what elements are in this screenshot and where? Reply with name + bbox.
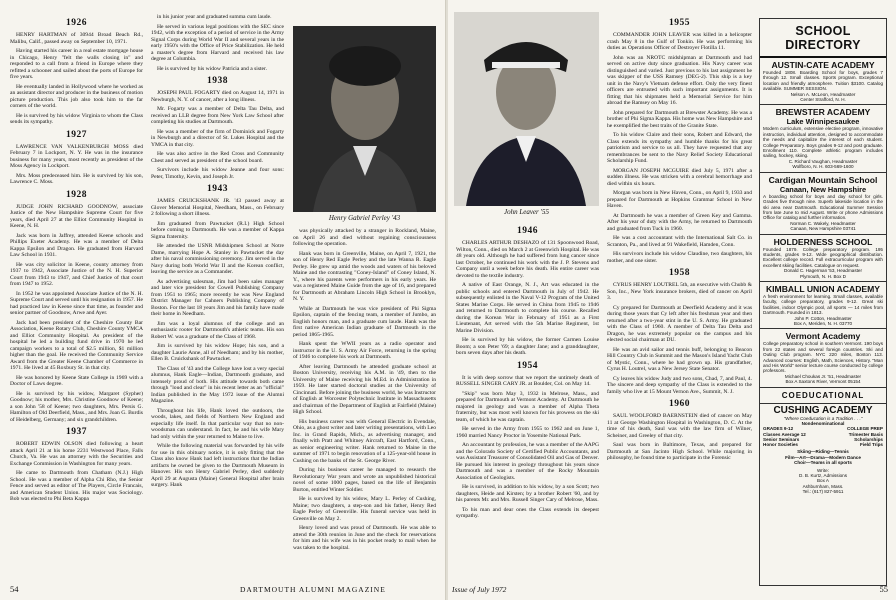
school-ad[interactable] xyxy=(760,173,886,235)
obituary-paragraph: Cy prepared for Dartmouth at Deerfield Academy and it was during those years that Cy left after his freshman year and then returned after a two-year stint in the U. S. Army. He graduated with the Class of 1960. A member of Delta Tau Delta and Dragon, he was extremely popular on the campus and his elected social chairman at DU. xyxy=(607,304,752,343)
ad-name: CUSHING ACADEMY xyxy=(773,404,873,416)
ad-description: Modern curriculum, extensive elective program, innovative instruction, individual attention, designed to accommodate the needs and capitalize the interest of each student. College Preparatory. Boys grades 9-12 and post graduate. Enrollment 110. Complete athletic program includes sailing, hockey, skiing. xyxy=(763,126,883,159)
ad-activities: Skiing—Riding—Tennis Film—Art—Drama—Modern Dance Choir—Teams in all sports xyxy=(785,449,861,466)
obituary-paragraph: CYRUS HENRY LOUTREL 5th, an executive with Chubb & Son, Inc., New York insurance brokers, died of cancer on April 3. xyxy=(607,282,752,301)
portrait-leaver-drawing xyxy=(454,12,599,206)
obituary-paragraph: Jim is survived by his widow Hope; his son, and a daughter Laurie Anne, all of Needham; and by his mother, Ellen B. Cruickshank of Pawtucket. xyxy=(151,343,284,362)
obituary-paragraph: Henry loved and was proud of Dartmouth. He was able to attend the 30th reunion in June and the check for reservations for him and his wife was in his pocket ready to mail when he was taken to the hospital. xyxy=(293,525,436,551)
obituary-paragraph: Survivors include his widow Jeanne and four sons: Peter, Timothy, Kevin, and Joseph Jr. xyxy=(151,167,284,180)
class-year-heading: 1955 xyxy=(669,18,690,28)
leaver-caption: John Leaver '55 xyxy=(503,208,550,216)
ad-contact: C. Richard Vaughan, Headmaster Wolfboro, N. H. 603-569-1600 xyxy=(788,158,858,170)
ad-name: Cardigan Mountain School xyxy=(768,174,878,185)
ad-tagline-2: Nondenominational xyxy=(801,421,845,427)
school-directory xyxy=(759,18,887,586)
class-year-heading: 1926 xyxy=(66,18,87,28)
obituary-paragraph: Throughout his life, Hank loved the outdoors, the woods, lakes, and fields of Northern New England and especially life itself. In that particular way that no non-woodsman can understand. In fact, he and his wife Mary had only within the year returned to Maine to live. xyxy=(151,407,284,440)
obituary-paragraph: John was an NROTC midshipman at Dartmouth and had served on active duty since graduation. His Navy career was distinguished and varied. Just previous to his last assignment he was skipper of the USS Ramsey (DEG-2). This ship is a key unit in the Navy's Vietnam defense effort. Only the very finest officers are entrusted with such important assignments. It is fitting that his shipmates held a Memorial Service for him abroad the Ramsey on May 16. xyxy=(607,54,752,106)
school-ad[interactable] xyxy=(760,58,886,105)
obituary-paragraph: He is survived by his widow, Mary L. Perley of Cushing, Maine; two daughters, a step-son and his father, Henry Red Eagle Perley of Greenville. His funeral service was held in Greenville on May 2. xyxy=(293,496,436,522)
right-page-number: 55 xyxy=(879,584,888,594)
obituary-paragraph: JUDGE JOHN RICHARD GOODNOW, associate Justice of the New Hampshire Supreme Court for five years, died April 27 at the Elliot Community Hospital in Keene, N. H. xyxy=(10,203,143,229)
class-year-heading: 1938 xyxy=(207,76,228,86)
obituary-paragraph: He eventually landed in Hollywood where he worked as an assistant director and producer in the business of motion picture production. This job also took him to the far corners of the world. xyxy=(10,83,143,109)
obituary-paragraph: He was also active in the Red Cross and Community Chest and served as president of the school board. xyxy=(151,151,284,164)
obituary-paragraph: He was a member of the firm of Dominick and Fogarty in Newburgh and a director of St. Lukes Hospital and the YMCA in that city. xyxy=(151,128,284,148)
obituary-paragraph: JAMES CRUICKSHANK JR. '43 passed away at Glover Memorial Hospital, Needham, Mass., on February 2 following a short illness. xyxy=(151,198,284,217)
class-year-heading: 1937 xyxy=(66,427,87,437)
obituary-paragraph: He is survived by his widow Virginia to whom the Class sends its sympathy. xyxy=(10,112,143,125)
left-footer-magazine: DARTMOUTH ALUMNI MAGAZINE xyxy=(240,585,386,594)
ad-name: HOLDERNESS SCHOOL xyxy=(773,236,873,247)
portrait-photo-perley xyxy=(293,26,436,212)
obituary-paragraph: JOSEPH PAUL FOGARTY died on August 14, 1971 in Newburgh, N. Y. of cancer, after a long illness. xyxy=(151,90,284,103)
obituary-paragraph: He served in the Army from 1955 to 1962 and on June 1, 1960 married Nancy Proctor in Yosemite National Park. xyxy=(456,426,599,439)
school-ad[interactable] xyxy=(760,282,886,329)
left-column-2 xyxy=(151,14,284,574)
obituary-paragraph: To his widow Claire and their sons, Robert and Edward, the Class extends its sympathy and humble thanks for his great patriotism and service to us all. They have requested that any remembrances be sent to the Navy Relief Society Educational Scholarship Fund. xyxy=(607,132,752,164)
class-year-heading: 1946 xyxy=(517,226,538,236)
obituary-paragraph: Hank spent the WWII years as a radio operator and instructor in the U. S. Army Air Force, returning in the spring of 1946 to complete his work at Dartmouth. xyxy=(293,341,436,360)
school-ad[interactable] xyxy=(760,235,886,282)
obituary-paragraph: Mr. Fogarty was a member of Delta Tau Delta, and received an LLB degree from New York Law School after completing his studies at Dartmouth. xyxy=(151,106,284,125)
ad-description: A boarding school for boys and day school for girls. Grades five through nine. Superb lakeside location in the ski area near Dartmouth. Educational Summer Session from late June to mid August. Write or phone Admissions Office for catalog and further information. xyxy=(763,193,883,221)
obituary-paragraph: John prepared for Dartmouth at Brewster Academy. He was a brother of Phi Sigma Kappa. His home was New Hampshire and he exemplified the best traits of the Granite State. xyxy=(607,109,752,129)
class-year-heading: 1928 xyxy=(66,189,87,200)
school-ad[interactable] xyxy=(760,105,886,172)
obituary-paragraph: "Skip" was born May 3, 1932 in Melrose, Mass., and prepared for Dartmouth at Vermont Academy. At Dartmouth he majored in geology and was a member of Alpha Theta fraternity, but was most well known for his prowess on the ski team, of which he was captain. xyxy=(456,390,599,423)
right-column-1 xyxy=(456,222,599,572)
ad-name: AUSTIN-CATE ACADEMY xyxy=(771,60,875,70)
obituary-paragraph: Jack was born in Jaffrey, attended Keene schools and Phillips Exeter Academy. He was a member of Delta Kappa Epsilon and Dragon. He graduated from Harvard Law School in 1931. xyxy=(10,232,143,258)
coeducational-label: COEDUCATIONAL xyxy=(760,388,886,404)
class-year-heading: 1954 xyxy=(517,360,538,371)
obituary-paragraph: MORGAN JOSEPH MCGUIRE died July 5, 1971 after a sudden illness. He was stricken with a cerebral hemorrhage and died within six hours. xyxy=(607,167,752,187)
ad-features-left: GRADES 9-12 Classes Average 12 Senior Seminars Honor Societies xyxy=(763,426,806,448)
obituary-paragraph: Having started his career in a real estate mortgage house in Chicago, Henry "felt the walls closing in" and responded to a call from a friend in Europe where they refitted a schooner and sailed about the ports of Europe for five years. xyxy=(10,48,143,80)
obituary-paragraph: Mrs. Moss predeceased him. He is survived by his son, Lawrence C. Moss. xyxy=(10,172,143,185)
school-ad[interactable] xyxy=(760,329,886,387)
obituary-paragraph: It is with deep sorrow that we report the untimely death of RUSSELL SINGER CARY JR. at Boulder, Col. on May 14. xyxy=(456,374,599,387)
ad-subtitle: Lake Winnipesaukee xyxy=(786,117,860,127)
ad-subtitle: Canaan, New Hampshire xyxy=(779,184,867,194)
obituary-paragraph: While the following material was forwarded by his wife for use in this obituary notice, it is only fitting that the Class also know Hank had left instructions that the Indian artifacts he owned be given to the Dartmouth Museum in Hanover. His son Henry Gabriel Perley, died suddenly April 29 at Augusta (Maine) General Hospital after brain surgery. Hank xyxy=(151,443,284,488)
portrait-perley-drawing xyxy=(293,26,436,212)
perley-caption: Henry Gabriel Perley '43 xyxy=(328,214,401,222)
obituary-paragraph: Cy leaves his widow Judy and two sons, Chad, 7, and Paul, 4. The sincere and deep sympathy of the Class is extended to the family who live at 15 Mount Vernon Ave., Summit, N. J. xyxy=(607,375,752,395)
ad-name: BREWSTER ACADEMY xyxy=(775,107,871,118)
ad-name: Vermont Academy xyxy=(785,331,861,342)
obituary-paragraph: He was honored by Keene State College in 1969 with a Doctor of Laws degree. xyxy=(10,374,143,387)
ad-contact: John P. Cotton, Headmaster Box A, Meriden, N. H. 03770 xyxy=(793,315,853,326)
obituary-paragraph: Jim graduated from Pawtucket (R.I.) High School before coming to Dartmouth. He was a member of Kappa Sigma fraternity. xyxy=(151,220,284,240)
left-page-number: 54 xyxy=(10,584,19,594)
ad-tagline: "Where Coeducation is a Tradition . . ." xyxy=(783,415,863,421)
class-year-heading: 1927 xyxy=(66,129,87,140)
ad-cushing-academy[interactable] xyxy=(760,404,886,497)
right-page xyxy=(448,0,896,600)
obituary-paragraph: CHARLES ARTHUR DESHAZO of 131 Spoonwood Road, Wilton, Conn., died on March 2 at Greenwich Hospital. He was 48 years old. Although he had suffered from lung cancer since last October, he continued his work with the J. P. Stevens and Company until a week before his death. His entire career was devoted to the textile industry. xyxy=(456,240,599,279)
ad-contact: Donald C. Hagerman '53, Headmaster Plymouth, N. H. Box D xyxy=(784,268,862,279)
obituary-paragraph: LAWRENCE VAN VALKENBURGH MOSS died February 7 in Lockport, N. Y. He was in the insurance business for many years, most recently as president of the Moss Agency in Lockport. xyxy=(10,143,143,169)
ad-features-right: COLLEGE PREP Trimester Basis Scholarships Field Trips xyxy=(847,426,883,448)
obituary-paragraph: An accountant by profession, he was a member of the AAPG and the Colorado Society of Certified Public Accountants, and was Assistant Treasurer of Consolidated Oil and Gas of Denver. He pursued his interest in geology throughout his years since Dartmouth and was a member of the Rocky Mountain Association of Geologists. xyxy=(456,442,599,481)
obituary-paragraph: He is survived by his widow, Margaret (Sypher) Goodnow; his mother, Mrs. Christine Goodnow of Keene; a son John '58 of Keene; two daughters, Mrs. Persis G. Hamilton of Old Deerfield, Mass., and Mrs. Joan G. Burdis of Heidelberg, Germany; and six grandchildren. xyxy=(10,390,143,423)
obituary-paragraph: To his man and dear ones the Class extends its deepest sympathy. xyxy=(456,506,599,519)
obituary-paragraph: He was a cost accountant with the International Salt Co. in Scranton, Pa., and lived at 91 Wakefield, Hamden, Conn. xyxy=(607,235,752,248)
school-directory-title: SCHOOL DIRECTORY xyxy=(760,19,886,58)
obituary-paragraph: Jack had been president of the Cheshire County Bar Association, Keene Rotary Club, Cheshire County YMCA and Elliot Community Hospital. As president of the hospital he led a building fund drive in 1970 he led campaign workers to a total of $2.5 million, $1 million higher than the goal. He received the Community Service Award from the Greater Keene Chamber of Commerce in 1971. He lived at 45 Roxbury St. in that city. xyxy=(10,319,143,371)
obituary-paragraph: Jim was a loyal alumnus of the college and an enthusiastic rooter for Dartmouth's athletic teams. His son Robert W. was a graduate of the Class of 1968. xyxy=(151,320,284,340)
ad-description: A fresh environment for learning. Small classes, available faculty, college preparatory, grades 9-12. Great ski facilities, indoor Olympic pool, all sports — 14 miles from Dartmouth. Founded in 1813. xyxy=(763,293,883,316)
left-column-1 xyxy=(10,14,143,574)
class-year-heading: 1960 xyxy=(669,399,690,409)
obituary-paragraph: COMMANDER JOHN LEAVER was killed in a helicopter crash May 8 in the Gulf of Tonkin. He was performing his duties as Operations Officer of Destroyer Flotilla 11. xyxy=(607,32,752,51)
right-column-2 xyxy=(607,14,752,574)
portrait-photo-leaver xyxy=(454,12,599,206)
obituary-paragraph: He is survived by his widow Patricia and a sister. xyxy=(157,65,267,72)
class-year-heading: 1943 xyxy=(207,184,228,194)
obituary-paragraph: His business career was with General Electric in Evendale, Ohio, as a ghost writer and later writing presentations, with Leo Inc. in Grand Rapids, Mich., as advertising manager, and finally with Pratt and Whitney Aircraft, East Hartford, Conn., as senior engineering writer. Hank returned to Maine in the summer of 1971 to begin renovation of a 125-year-old house in Cushing on the banks of the St. George River. xyxy=(293,418,436,464)
obituary-paragraph: As advertising salesman, Jim had been sales manager and later vice president for Cowell Publishing Company from 1951 to 1965; more recently he was New England District Manager for Cahners Publishing Company of Boston. For the last 18 years Jim and his family have made their home in Needham. xyxy=(151,278,284,317)
obituary-paragraph: After leaving Dartmouth he attended graduate school at Boston University, receiving his A.M. in '49, then to the University of Maine receiving his M.Ed. in Administration in 1959. He later started doctoral studies at the University of Cincinnati. Before joining the business world, he was Instructor of English at Worcester Polytechnic Institute in Massachusetts and chairman of the Department of English at Fairfield (Maine) High School. xyxy=(293,363,436,415)
obituary-paragraph: In 1952 he was appointed Associate Justice of the N. H. Supreme Court and served until his resignation in 1957. He had practiced law in Keene since that time, as founder and senior partner of Goodnow, Arwe and Ayer. xyxy=(10,290,143,316)
obituary-paragraph: At Dartmouth he was a member of Green Key and Gamma. After his year of duty with the Army, he returned to Dartmouth and graduated from Tuck in 1960. xyxy=(607,212,752,232)
ad-contact: Michael Choukas Jr. '51, Headmaster Box A Saxtons River, Vermont 05154 xyxy=(784,373,862,385)
obituary-paragraph: He attended the USNR Midshipmen School at Notre Dame, marrying Hope A. Stanley in Pawtucket the day after his naval commissioning ceremony. Jim served in the Navy during both World War II and the Korean conflict, leaving the service as a Commander. xyxy=(151,243,284,275)
obituary-paragraph: He was an avid sailor and tennis buff, belonging to Beacon Hill Country Club in Summit and the Mason's Island Yacht Club of Mystic, Conn., where he had grown up. His grandfather, Cyrus H. Loutrel, was a New Jersey State Senator. xyxy=(607,346,752,372)
ad-description: Founded 1808. Boarding School for boys, grades 7 through 12. Small classes. Sports program. Exceptional location and friendly atmosphere. Tuition $3100. Catalog available. SUMMER SESSION. xyxy=(763,70,883,92)
ad-contact: Write: D. B. Kurtz, Admissions Box A Ashburnham, Mass. Tel.: (617) 827-5911 xyxy=(799,467,847,495)
obituary-paragraph: in his junior year and graduated summa cum laude. xyxy=(157,14,272,20)
obituary-paragraph: SAUL WOOLFORD BAERNSTEIN died of cancer on May 11 at George Washington Hospital in Washington, D. C. At the time of his death, Saul was with the law firm of Wilner, Scheiner, and Greeley of that city. xyxy=(607,413,752,439)
obituary-paragraph: During his business career he managed to research the Revolutionary War years and wrote an unpublished historical novel of some 1000 pages, based on the life of Benjamin Burton, entitled Winter Soldier. xyxy=(293,467,436,493)
obituary-paragraph: The Class of '43 and the College have lost a very special alumnus, Hank Eagle—Indian, Dartmouth graduate, and intensely proud of both. His attitude towards both came through "loud and clear" in his recent letter as an "official" Indian published in the May 1972 issue of the Alumni Magazine. xyxy=(151,365,284,404)
ad-contact: Norman C. Wakely, Headmaster Canaan, New Hampshire 03741 xyxy=(790,220,856,232)
obituary-paragraph: Hank was born in Greenville, Maine, on April 7, 1921, the son of Henry Red Eagle Perley and the late Wanna R. Eagle Perley. He grew up amid the woods and waters of his beloved Maine and the contrasting "Coney-Island" of Coney Island, N. Y., where his parents were performers in his early years. He was a registered Maine Guide from the age of 16, and prepared for Dartmouth at Abraham Lincoln High School in Brooklyn, N. Y. xyxy=(293,250,436,302)
ad-features xyxy=(763,426,883,447)
obituary-paragraph: While at Dartmouth he was vice president of Phi Sigma Epsilon, captain of the fencing team, a member of Jumbo, an English honors man, and a graduate cum laude. Hank was the first native American Indian graduate of Dartmouth in the period 1865-1965. xyxy=(293,305,436,338)
obituary-paragraph: was physically attacked by a stranger in Rockland, Maine, on April 26 and died without regaining consciousness following the operation. xyxy=(293,228,436,247)
school-ads-list xyxy=(760,58,886,388)
ad-description: Founded 1879. College preparatory program. 195 students, grades 9-12. Wide geographical distribution. Excellent college record. Full extracurricular program with excellent skiing facilities. Catalogue on request. xyxy=(763,246,883,268)
left-page xyxy=(0,0,446,600)
obituary-paragraph: Morgan was born in New Haven, Conn., on April 9, 1933 and prepared for Dartmouth at Hopkins Grammar School in New Haven. xyxy=(607,190,752,209)
obituary-paragraph: HENRY HARTMAN of 30944 Broad Beach Rd., Malibu, Calif., passed away on September 10, 1971. xyxy=(10,32,143,45)
ad-name: KIMBALL UNION ACADEMY xyxy=(765,283,881,294)
obituary-paragraph: ROBERT EDWIN OLSON died following a heart attack April 21 at his home 2231 Westwood Place, Falls Church, Va. He was an attorney with the Securities and Exchange Commission in Washington for many years. xyxy=(10,441,143,467)
ad-contact: Nelson A. McLeon, Headmaster Center Strafford, N. H. xyxy=(790,91,856,103)
obituary-paragraph: Saul was born in Baltimore, Texas, and prepared for Dartmouth at San Jacinto High School. While majoring in philosophy, he found time to participate in the Forensic xyxy=(607,442,752,461)
obituary-paragraph: He served in various legal positions with the SEC since 1942, with the exception of a period of service in the Army Signal Corps during World War II and several years in the early 1950's with the Office of Price Stabilization. He held a master's degree from Harvard and received his law degree at Columbia. xyxy=(151,23,284,62)
obituary-paragraph: He is survived, in addition to his widow, by a son Scott; two daughters, Heide and Kirsten; by a brother Robert '60, and by his parents Mr. and Mrs. Russell Singer Cary of Melrose, Mass. xyxy=(456,484,599,503)
obituary-paragraph: A native of East Orange, N. J., Art was educated in the public schools and entered Dartmouth in July of 1942. He subsequently enlisted in the Naval V-12 Program of the United States Marine Corps. He served in China from 1945 to 1946 and returned to Dartmouth to complete his course. Recalled during the Korean War in February of 1951 as a First Lieutenant, Art served with the 5th Marine Regiment, 1st Marine Division. xyxy=(456,282,599,334)
class-year-heading: 1958 xyxy=(669,268,690,278)
obituary-paragraph: His survivors include his widow Claudine, two daughters, his mother, and one sister. xyxy=(607,251,752,264)
right-footer-issue: Issue of July 1972 xyxy=(452,585,507,594)
left-column-3 xyxy=(293,228,436,574)
obituary-paragraph: He is survived by his widow, the former Carmen Louise Boom; a son Peter '69; a daughter Jane; and a granddaughter, born seven days after his death. xyxy=(456,337,599,356)
obituary-paragraph: He was city solicitor in Keene, county attorney from 1937 to 1942, Associate Justice of the N. H. Superior Court from 1943 to 1947, and Chief Justice of that court from 1947 to 1952. xyxy=(10,261,143,287)
obituary-paragraph: He came to Dartmouth from Chatham (N.J.) High School. He was a member of Alpha Chi Rho, the Senior Fence and served as editor of The Players, Circle Francais, and American Student Union. His major was Sociology. Bob was elected to Phi Beta Kappa xyxy=(10,470,143,502)
ad-description: College preparatory school in southern Vermont. 190 boys from 22 states and several foreign countries. Ski and Outing Club program. NYC 220 miles, Boston 113. Advanced courses: English, Math, Sciences, History. "Man and His World" senior lecture course conducted by college professors. xyxy=(763,341,883,374)
